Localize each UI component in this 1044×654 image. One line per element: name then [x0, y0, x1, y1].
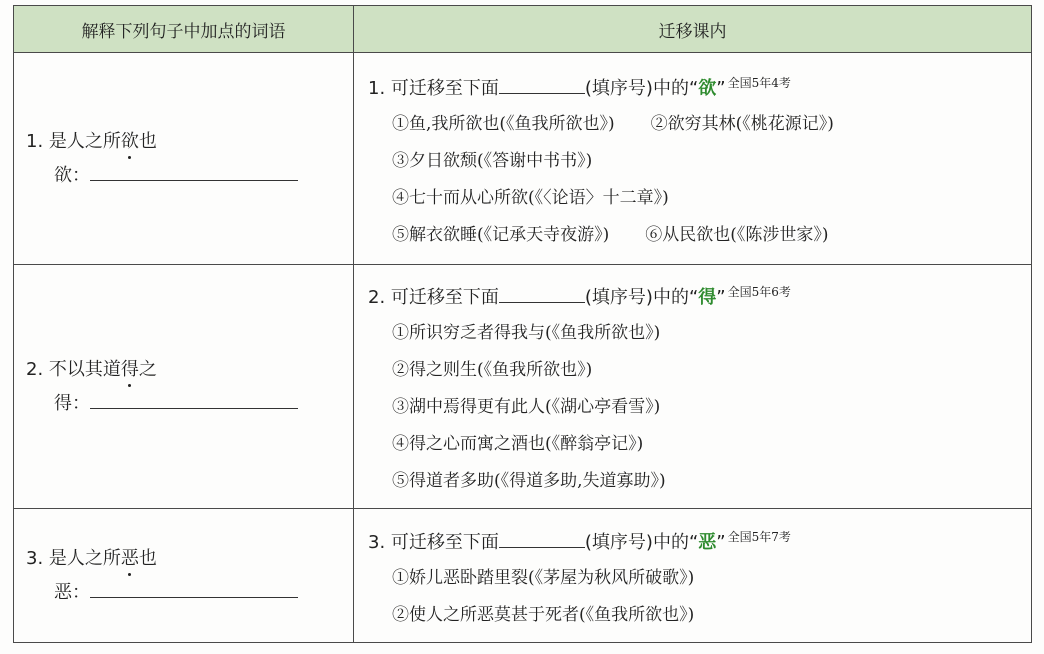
header-explain: 解释下列句子中加点的词语: [14, 6, 354, 53]
list-item: ②使人之所恶莫甚于死者(《鱼我所欲也》): [392, 604, 695, 625]
list-item: ⑤得道者多助(《得道多助,失道寡助》): [392, 471, 666, 491]
answer-blank[interactable]: [90, 162, 298, 181]
exam-frequency-note: 全国5年6考: [727, 285, 791, 299]
target-word: 欲: [698, 77, 717, 99]
table-row: [14, 509, 1032, 643]
transfer-cell: [354, 509, 1032, 643]
transfer-cell: [354, 265, 1032, 509]
fill-blank[interactable]: [499, 284, 585, 303]
table-row: [14, 53, 1032, 265]
answer-line: [26, 576, 353, 610]
list-item: ①鱼,我所欲也(《鱼我所欲也》) ②欲穷其林(《桃花源记》): [392, 113, 834, 134]
dotted-word: 欲: [120, 130, 139, 152]
sentence: 3. 是人之所恶也: [26, 547, 157, 569]
target-word: 得: [698, 287, 717, 308]
exam-frequency-note: 全国5年4考: [727, 75, 791, 90]
exam-frequency-note: 全国5年7考: [727, 529, 791, 544]
sentence-cell: [14, 265, 354, 509]
answer-label: 欲：: [54, 164, 90, 186]
list-item: ④七十而从心所欲(《〈论语〉十二章》): [392, 187, 669, 208]
list-item: ⑤解衣欲睡(《记承天寺夜游》) ⑥从民欲也(《陈涉世家》): [392, 224, 829, 245]
header-row: [14, 6, 1032, 53]
dotted-word: 得: [120, 358, 139, 380]
answer-line: [26, 387, 353, 421]
list-item: ①所识穷乏者得我与(《鱼我所欲也》): [392, 323, 661, 343]
fill-blank[interactable]: [499, 529, 585, 548]
answer-blank[interactable]: [90, 579, 298, 598]
answer-blank[interactable]: [90, 390, 298, 409]
sentence: 1. 是人之所欲也: [26, 130, 157, 152]
target-word: 恶: [698, 531, 717, 553]
list-item: ②得之则生(《鱼我所欲也》): [392, 360, 593, 380]
question-heading: 1. 可迁移至下面 (填序号)中的“欲” $^{全国5年4考}$: [368, 75, 791, 99]
table-row: [14, 265, 1032, 509]
sentence: 2. 不以其道得之: [26, 358, 157, 380]
answer-label: 得：: [54, 392, 90, 414]
header-transfer: 迁移课内: [354, 6, 1032, 53]
dotted-word: 恶: [120, 547, 139, 569]
question-heading: 3. 可迁移至下面 (填序号)中的“恶” $^{全国5年7考}$: [368, 529, 791, 553]
fill-blank[interactable]: [499, 75, 585, 94]
list-item: ①娇儿恶卧踏里裂(《茅屋为秋风所破歌》): [392, 567, 695, 588]
list-item: ④得之心而寓之酒也(《醉翁亭记》): [392, 434, 644, 454]
sentence-cell: [14, 53, 354, 265]
list-item: ③夕日欲颓(《答谢中书书》): [392, 150, 593, 171]
sentence-cell: [14, 509, 354, 643]
answer-line: [26, 159, 353, 193]
transfer-cell: [354, 53, 1032, 265]
question-heading: 2. 可迁移至下面 (填序号)中的“得” $^{全国5年6考}$: [368, 285, 791, 308]
exercise-table: [13, 5, 1032, 643]
list-item: ③湖中焉得更有此人(《湖心亭看雪》): [392, 397, 661, 417]
answer-label: 恶：: [54, 581, 90, 603]
